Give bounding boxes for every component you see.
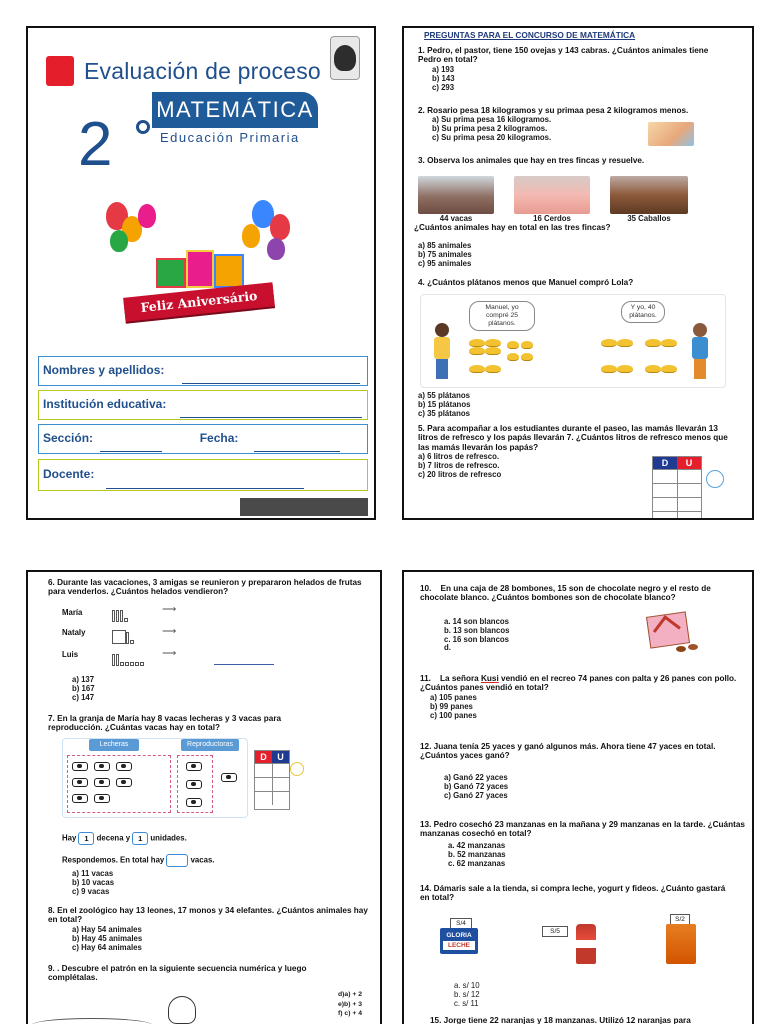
question-3-prompt: ¿Cuántos animales hay en total en las tres fincas? [414, 223, 611, 232]
education-level: Educación Primaria [160, 130, 300, 145]
option[interactable]: c) 100 panes [430, 710, 477, 720]
questions-page-1 [402, 26, 754, 520]
ministry-emblem-icon [330, 36, 360, 80]
option[interactable]: c) Su prima pesa 20 kilogramos. [432, 132, 552, 142]
cows-label: 44 vacas [439, 214, 473, 223]
question-text: Juana tenía 25 yaces y ganó algunos más. Ahora tiene 47 yaces en total. ¿Cuántos yaces ganó? [420, 742, 716, 761]
bonbon-icon [688, 644, 698, 650]
milk-can-icon [440, 928, 478, 954]
contest-title: PREGUNTAS PARA EL CONCURSO DE MATEMÁTICA [424, 30, 636, 40]
option[interactable]: f) c) + 4 [338, 1010, 362, 1017]
arrow-icon: ⟶ [162, 626, 177, 637]
tens-units-sentence [62, 832, 187, 845]
names-field[interactable] [38, 356, 368, 386]
question-11 [420, 674, 738, 693]
option[interactable]: a) Su prima pesa 16 kilogramos. [432, 115, 552, 124]
speech-right: Y yo, 40 plátanos. [621, 301, 665, 323]
horses-label: 35 Caballos [627, 214, 671, 223]
option[interactable]: b. s/ 12 [454, 989, 480, 999]
question-number: 15. [430, 1016, 442, 1024]
gift-icon [156, 258, 186, 288]
speech-left: Manuel, yo compré 25 plátanos. [469, 301, 535, 331]
dairy-cows-area [67, 755, 171, 813]
question-text: En una caja de 28 bombones, 15 son de chocolate negro y el resto de chocolate blanco. ¿Cuántos bombones son de chocolate blanco? [420, 584, 711, 603]
option[interactable]: b) Su prima pesa 2 kilogramos. [432, 123, 548, 133]
question-11-options [430, 694, 477, 720]
question-text: En la granja de María hay 8 vacas lecheras y 3 vacas para reproducción. ¿Cuántas vacas hay en total? [48, 714, 282, 733]
question-text: Rosario pesa 18 kilogramos y su primaa pesa 2 kilogramos menos. [427, 106, 689, 115]
question-number: 9. [48, 964, 55, 973]
breeding-cows-area [177, 755, 213, 813]
question-4 [418, 278, 738, 287]
question-text: Observa los animales que hay en tres fincas y resuelve. [427, 156, 645, 165]
question-number: 14. [420, 884, 432, 893]
gift-icon [214, 254, 244, 288]
option[interactable]: c) 9 vacas [72, 886, 110, 896]
name-nataly: Nataly [62, 628, 86, 637]
question-text: Jorge tiene 22 naranjas y 18 manzanas. Utilizó 12 naranjas para [443, 1016, 691, 1024]
vendor-name: Kusi [481, 674, 499, 683]
question-text: Dámaris sale a la tienda, si compra leche, yogurt y fideos. ¿Cuánto gastará en total? [420, 884, 726, 903]
option[interactable]: a) 85 animales [418, 241, 472, 250]
tens-header: D [255, 751, 272, 763]
arrow-icon: ⟶ [162, 648, 177, 659]
text: unidades. [150, 833, 187, 843]
question-number: 3. [418, 156, 425, 165]
boy-icon [689, 323, 711, 383]
question-number: 11. [420, 674, 431, 683]
question-8 [48, 906, 378, 925]
option[interactable]: b. 52 manzanas [448, 849, 506, 859]
noodles-bag-icon [666, 924, 696, 964]
question-text: En el zoológico hay 13 leones, 17 monos y 34 elefantes. ¿Cuántos animales hay en total? [48, 906, 368, 925]
question-15 [430, 1016, 750, 1024]
grade-number: 2 [78, 110, 113, 179]
option[interactable]: c. 62 manzanas [448, 858, 506, 868]
text: Hay [62, 833, 77, 843]
question-7-options [72, 870, 114, 896]
section-label: Sección: [43, 431, 94, 445]
cartoon-character-icon [168, 996, 196, 1024]
option[interactable]: b. 13 son blancos [444, 625, 510, 635]
teacher-field[interactable] [38, 459, 368, 491]
question-text: Pedro cosechó 23 manzanas en la mañana y 29 manzanas en la tarde. ¿Cuántas manzanas cosechó en total? [420, 820, 745, 839]
tens-answer-box[interactable]: 1 [78, 832, 94, 845]
option[interactable]: a. 42 manzanas [448, 841, 506, 850]
question-9 [48, 964, 348, 983]
balloon-icon [110, 230, 128, 252]
tens-units-table[interactable] [652, 456, 702, 520]
question-13-options [448, 842, 506, 868]
institution-label: Institución educativa: [43, 397, 167, 411]
question-2-options [432, 116, 551, 142]
option[interactable]: a) 55 plátanos [418, 391, 470, 400]
option[interactable]: a) 105 panes [430, 693, 477, 702]
circle-answer-icon [290, 762, 304, 776]
tens-units-table[interactable] [254, 750, 290, 810]
option[interactable]: d)a) + 2 [338, 991, 362, 998]
question-number: 5. [418, 424, 425, 433]
option[interactable]: c) 147 [72, 692, 95, 702]
arrow-icon: ⟶ [162, 604, 177, 615]
base-ten-blocks-luis [112, 648, 145, 666]
text: decena y [96, 833, 131, 843]
red-square-icon [46, 56, 74, 86]
question-number: 7. [48, 714, 55, 723]
question-number: 8. [48, 906, 55, 915]
question-6 [48, 578, 368, 597]
option[interactable]: c) 20 litros de refresco [418, 469, 502, 479]
pigs-label: 16 Cerdos [533, 214, 571, 223]
question-5-options [418, 453, 501, 479]
question-14-options [454, 982, 480, 1008]
horses-photo [610, 176, 688, 214]
base-ten-blocks-maria [112, 604, 129, 622]
date-line [254, 442, 340, 452]
question-3 [418, 156, 738, 165]
option[interactable]: d. [444, 643, 451, 653]
balloon-icon [270, 214, 290, 240]
option[interactable]: c) Ganó 27 yaces [444, 790, 508, 800]
breeding-tag: Reproductoras [181, 739, 239, 751]
question-4-options [418, 392, 470, 418]
question-6-options [72, 676, 95, 702]
tens-header: D [653, 457, 677, 469]
cows-illustration [62, 738, 248, 818]
teacher-label: Docente: [43, 467, 95, 481]
question-number: 10. [420, 584, 432, 593]
sequence-arcs [32, 1018, 152, 1024]
question-14 [420, 884, 730, 903]
base-ten-blocks-nataly [112, 626, 135, 644]
teacher-line [106, 479, 304, 489]
question-3-options [418, 242, 472, 268]
brand-sub-label: LECHE [443, 941, 475, 950]
yogurt-bottle-icon [576, 924, 596, 964]
option[interactable]: a) 11 vacas [72, 869, 114, 878]
question-10 [420, 584, 738, 603]
option[interactable]: a) 193 [432, 65, 455, 74]
answer-line[interactable] [214, 664, 274, 665]
question-text: Pedro, el pastor, tiene 150 ovejas y 143 cabras. ¿Cuántos animales tiene Pedro en total? [418, 46, 709, 65]
institution-line [180, 408, 362, 418]
question-number: 4. [418, 278, 425, 287]
scale-illustration-icon [648, 122, 694, 146]
option[interactable]: c. s/ 11 [454, 998, 479, 1008]
question-number: 2. [418, 106, 425, 115]
option[interactable]: c) 293 [432, 82, 455, 92]
evaluation-title: Evaluación de proceso [84, 58, 321, 84]
units-header: U [677, 457, 701, 469]
option[interactable]: c. 16 son blancos [444, 634, 509, 644]
question-text: La señora [440, 674, 482, 683]
question-text: . Descubre el patrón en la siguiente secuencia numérica y luego complétalas. [48, 964, 307, 983]
question-7 [48, 714, 318, 733]
date-label: Fecha: [199, 431, 239, 445]
question-number: 12. [420, 742, 432, 751]
subject-title: MATEMÁTICA [152, 92, 318, 128]
balloon-icon [242, 224, 260, 248]
bonbon-icon [676, 646, 686, 652]
option[interactable]: c) 35 plátanos [418, 408, 470, 418]
pigs-photo [514, 176, 590, 214]
questions-page-3 [402, 570, 754, 1024]
option[interactable]: b) 10 vacas [72, 877, 115, 887]
question-1 [418, 46, 718, 65]
question-number: 6. [48, 578, 55, 587]
cow-icon [221, 773, 237, 782]
section-line [100, 442, 162, 452]
dairy-tag: Lecheras [89, 739, 139, 751]
ministry-footer-logo [240, 498, 368, 516]
option[interactable]: a) 137 [72, 675, 95, 684]
section-date-field[interactable] [38, 424, 368, 454]
name-luis: Luis [62, 650, 79, 659]
question-text: Para acompañar a los estudiantes durante el paseo, las mamás llevarán 13 litros de refresco y los papás llevarán 7. ¿Cuántos litros de refresco menos que las mamás llevarán los papás? [418, 424, 728, 452]
option[interactable]: b) 7 litros de refresco. [418, 460, 500, 470]
question-13 [420, 820, 746, 839]
grade-ordinal-icon [136, 120, 150, 134]
response-sentence [62, 854, 214, 867]
option[interactable]: a) 6 litros de refresco. [418, 452, 500, 461]
option[interactable]: a) Ganó 22 yaces [444, 773, 508, 782]
units-answer-box[interactable]: 1 [132, 832, 148, 845]
names-label: Nombres y apellidos: [43, 363, 165, 377]
option[interactable]: c) 95 animales [418, 258, 472, 268]
option[interactable]: b) 99 panes [430, 701, 473, 711]
option[interactable]: a) Hay 54 animales [72, 925, 142, 934]
question-10-options [444, 618, 509, 653]
anniversary-banner: Feliz Aniversário [123, 282, 275, 322]
option[interactable]: b) 167 [72, 683, 95, 693]
noodles-price: S/2 [670, 914, 690, 925]
option[interactable]: a. 14 son blancos [444, 617, 509, 626]
balloon-icon [267, 238, 285, 260]
question-text: ¿Cuántos plátanos menos que Manuel compró Lola? [427, 278, 634, 287]
question-2 [418, 106, 738, 115]
option[interactable]: b) Ganó 72 yaces [444, 781, 509, 791]
option[interactable]: b) 75 animales [418, 249, 472, 259]
milk-price: S/4 [450, 918, 472, 929]
gift-icon [186, 250, 214, 288]
institution-field[interactable] [38, 390, 368, 420]
option[interactable]: b) Hay 45 animales [72, 933, 143, 943]
option[interactable]: b) 143 [432, 73, 455, 83]
total-answer-box[interactable] [166, 854, 188, 867]
question-8-options [72, 926, 142, 952]
question-12 [420, 742, 744, 761]
bananas-illustration [420, 294, 726, 388]
option[interactable]: a. s/ 10 [454, 981, 480, 990]
cover-page [26, 26, 376, 520]
option[interactable]: e)b) + 3 [338, 1000, 362, 1008]
questions-page-2 [26, 570, 382, 1024]
balloon-icon [138, 204, 156, 228]
text: vacas. [190, 855, 215, 865]
girl-icon [431, 323, 453, 383]
question-text: Durante las vacaciones, 3 amigas se reunieron y prepararon helados de frutas para venderlos. ¿Cuántos helados vendieron? [48, 578, 362, 597]
text: Respondemos. En total hay [62, 855, 165, 865]
question-text: vendió en el recreo 74 panes con palta y 26 panes con pollo. ¿Cuántos panes vendió en total? [420, 674, 737, 693]
chocolate-box-icon [646, 611, 690, 648]
birthday-illustration [102, 194, 296, 324]
names-line [182, 374, 360, 384]
name-maria: María [62, 608, 83, 617]
brand-label: GLORIA [446, 932, 472, 939]
question-12-options [444, 774, 508, 800]
yogurt-price: S/5 [542, 926, 568, 937]
question-number: 1. [418, 46, 425, 55]
question-5 [418, 424, 736, 452]
option[interactable]: c) Hay 64 animales [72, 942, 142, 952]
units-header: U [272, 751, 289, 763]
cows-photo [418, 176, 494, 214]
question-1-options [432, 66, 455, 92]
question-number: 13. [420, 820, 432, 829]
question-9-options [338, 990, 362, 1019]
circle-answer-icon [706, 470, 724, 488]
option[interactable]: b) 15 plátanos [418, 399, 471, 409]
